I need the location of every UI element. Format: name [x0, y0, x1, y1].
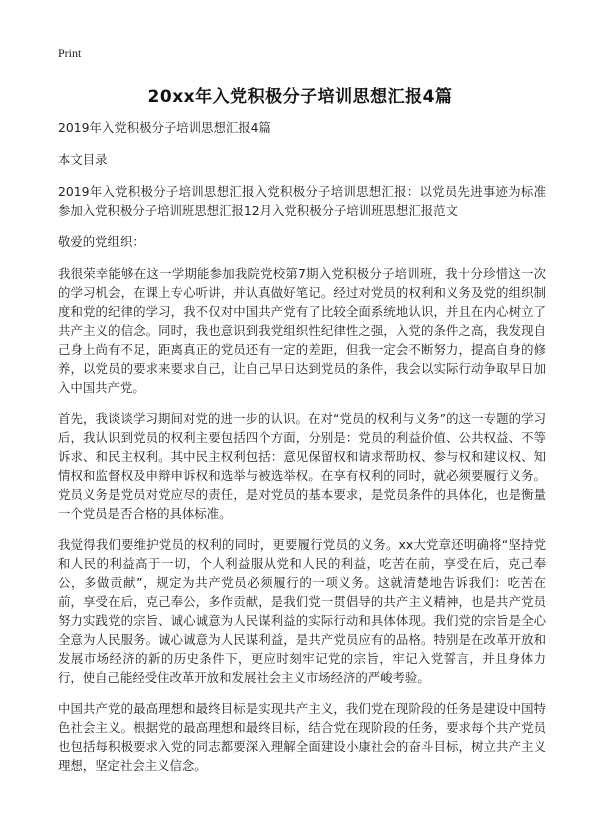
print-link[interactable]: Print: [58, 46, 82, 60]
document-body: [58, 118, 546, 787]
paragraph-2: 首先，我谈谈学习期间对党的进一步的认识。在对“党员的权利与义务”的这一专题的学习后，我认识到党员的权利主要包括四个方面，分别是：党员的利益价值、公共权益、不等诉求、和民主权利。其中民主权利包括：意见保留权和请求帮助权、参与权和建议权、知情权和监督权及申辩申诉权和选举与被选举权。在享有权利的同时，就必须要履行义务。党员义务是党员对党应尽的责任，是对党员的基本要求，是党员条件的具体化，也是衡量一个党员是否合格的具体标准。: [58, 411, 546, 521]
paragraph-3: 我觉得我们要维护党员的权利的同时，更要履行党员的义务。xx大党章还明确将“坚持党和人民的利益高于一切，个人利益服从党和人民的利益，吃苦在前，享受在后，克己奉公，多做贡献”，规定为共产党员必须履行的一项义务。这就清楚地告诉我们：吃苦在前，享受在后，克己奉公，多作贡献，是我们党一贯倡导的共产主义精神，也是共产党员努力实践党的宗旨、诚心诚意为人民谋利益的实际行动和具体体现。我们党的宗旨是全心全意为人民服务。诚心诚意为人民谋利益，是共产党员应有的品格。特别是在改革开放和发展市场经济的新的历史条件下，更应时刻牢记党的宗旨，牢记入党誓言，并且身体力行，使自己能经受住改革开放和发展社会主义市场经济的严峻考验。: [58, 537, 546, 685]
salutation: 敬爱的党组织：: [58, 234, 145, 249]
toc-text: 2019年入党积极分子培训思想汇报入党积极分子培训思想汇报：以党员先进事迹为标准参加入党积极分子培训班思想汇报12月入党积极分子培训班思想汇报范文: [58, 184, 546, 218]
page-title: 20xx年入党积极分子培训思想汇报4篇: [147, 87, 453, 107]
paragraph-1: 我很荣幸能够在这一学期能参加我院党校第7期入党积极分子培训班，我十分珍惜这一次的学习机会，在课上专心听讲，并认真做好笔记。经过对党员的权利和义务及党的组织制度和党的纪律的学习，我不仅对中国共产党有了比较全面系统地认识，并且在内心树立了共产主义的信念。同时，我也意识到我党组织性纪律性之强，入党的条件之高，我发现自己身上尚有不足，距离真正的党员还有一定的差距，但我一定会不断努力，提高自身的修养，以党员的要求来要求自己，让自己早日达到党员的条件，我会以实际行动争取早日加入中国共产党。: [58, 266, 546, 395]
paragraph-4: 中国共产党的最高理想和最终目标是实现共产主义，我们党在现阶段的任务是建设中国特色社会主义。根据党的最高理想和最终目标，结合党在现阶段的任务，要求每个共产党员也包括每积极要求入党的同志都要深入理解全面建设小康社会的奋斗目标，树立共产主义理想，坚定社会主义信念。: [58, 701, 546, 773]
toc-label: 本文目录: [58, 152, 108, 167]
document-subtitle: 2019年入党积极分子培训思想汇报4篇: [58, 120, 271, 135]
